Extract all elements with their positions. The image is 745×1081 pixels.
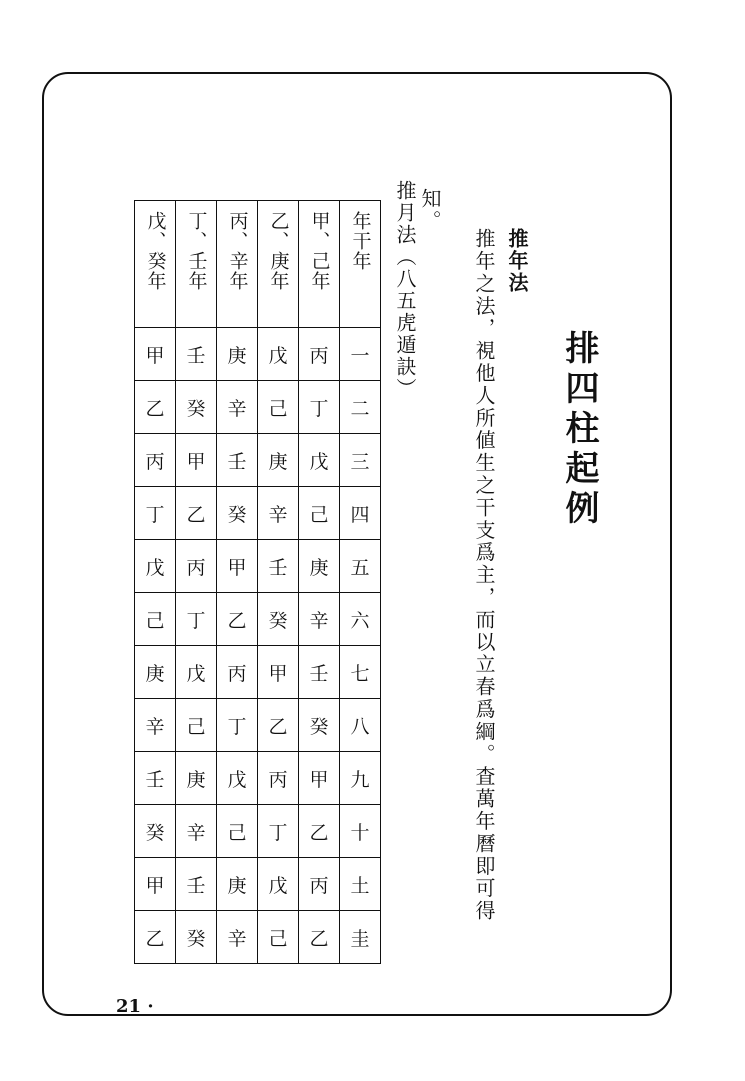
month-stem-cell: 辛 [258,487,299,540]
month-stem-cell: 戊 [135,540,176,593]
table-row [135,805,381,858]
month-stem-cell: 甲 [135,328,176,381]
month-stem-cell: 壬 [258,540,299,593]
table-row [135,911,381,964]
month-stem-cell: 乙 [258,699,299,752]
month-stem-cell: 丁 [258,805,299,858]
header-cell: 戊、癸年 [135,201,176,328]
month-stem-cell: 癸 [135,805,176,858]
month-stem-cell: 庚 [176,752,217,805]
month-stem-cell: 壬 [299,646,340,699]
month-stem-cell: 丙 [299,858,340,911]
month-stem-cell: 壬 [176,858,217,911]
month-stem-cell: 丙 [176,540,217,593]
table-header-row [135,201,381,328]
month-label-cell: 圭 [340,911,381,964]
month-stem-cell: 丙 [299,328,340,381]
month-label-cell: 五 [340,540,381,593]
month-stem-cell: 癸 [176,911,217,964]
month-stem-cell: 庚 [217,858,258,911]
table-row [135,646,381,699]
month-stem-cell: 壬 [176,328,217,381]
month-stem-cell: 庚 [217,328,258,381]
month-stem-cell: 庚 [135,646,176,699]
month-label-cell: 十 [340,805,381,858]
header-cell: 乙、庚年 [258,201,299,328]
page-number: 21 · [116,996,154,1017]
month-stem-cell: 甲 [176,434,217,487]
month-stem-cell: 乙 [176,487,217,540]
month-stem-cell: 己 [258,381,299,434]
month-stem-cell: 己 [217,805,258,858]
month-pillar-table [134,200,381,964]
month-stem-cell: 乙 [217,593,258,646]
month-stem-cell: 丙 [135,434,176,487]
month-stem-cell: 甲 [217,540,258,593]
month-stem-cell: 甲 [258,646,299,699]
table-row [135,381,381,434]
section-heading-year: 推年法 [505,228,529,294]
month-stem-cell: 壬 [135,752,176,805]
month-stem-cell: 丁 [217,699,258,752]
month-label-cell: 土 [340,858,381,911]
month-label-cell: 一 [340,328,381,381]
month-stem-cell: 辛 [217,911,258,964]
table-row [135,858,381,911]
month-stem-cell: 乙 [135,381,176,434]
month-label-cell: 三 [340,434,381,487]
month-label-cell: 八 [340,699,381,752]
month-stem-cell: 辛 [135,699,176,752]
month-stem-cell: 庚 [299,540,340,593]
header-cell: 丁、壬年 [176,201,217,328]
month-stem-cell: 乙 [299,911,340,964]
month-stem-cell: 戊 [217,752,258,805]
header-cell: 甲、己年 [299,201,340,328]
month-stem-cell: 癸 [299,699,340,752]
month-label-cell: 七 [340,646,381,699]
month-stem-cell: 己 [135,593,176,646]
table-row [135,699,381,752]
month-stem-cell: 辛 [299,593,340,646]
month-stem-cell: 戊 [299,434,340,487]
month-label-cell: 四 [340,487,381,540]
month-stem-cell: 甲 [299,752,340,805]
month-stem-cell: 戊 [176,646,217,699]
table-row [135,540,381,593]
month-stem-cell: 己 [176,699,217,752]
table-row [135,593,381,646]
month-stem-cell: 庚 [258,434,299,487]
month-stem-cell: 丁 [176,593,217,646]
table-row [135,752,381,805]
month-stem-cell: 戊 [258,858,299,911]
month-label-cell: 六 [340,593,381,646]
month-stem-cell: 癸 [258,593,299,646]
month-stem-cell: 癸 [176,381,217,434]
month-stem-cell: 丁 [135,487,176,540]
month-stem-cell: 己 [258,911,299,964]
month-label-cell: 九 [340,752,381,805]
month-stem-cell: 辛 [217,381,258,434]
header-cell-year-stem: 年干年 [340,201,381,328]
month-stem-cell: 戊 [258,328,299,381]
table-row [135,487,381,540]
table-row [135,328,381,381]
section-body-year: 推年之法，視他人所値生之干支爲主，而以立春爲綱。査萬年曆即可得 [472,228,496,923]
header-cell: 丙、辛年 [217,201,258,328]
month-stem-cell: 乙 [299,805,340,858]
month-stem-cell: 甲 [135,858,176,911]
month-stem-cell: 癸 [217,487,258,540]
month-stem-cell: 丙 [217,646,258,699]
page-title: 排四柱起例 [559,330,599,530]
month-stem-cell: 丁 [299,381,340,434]
month-label-cell: 二 [340,381,381,434]
month-stem-cell: 乙 [135,911,176,964]
month-stem-cell: 辛 [176,805,217,858]
month-stem-cell: 丙 [258,752,299,805]
month-stem-cell: 己 [299,487,340,540]
section-body-year-continued: 知。 [418,188,442,232]
table-row [135,434,381,487]
month-stem-cell: 壬 [217,434,258,487]
section-heading-month: 推月法（八五虎遁訣） [393,180,417,400]
